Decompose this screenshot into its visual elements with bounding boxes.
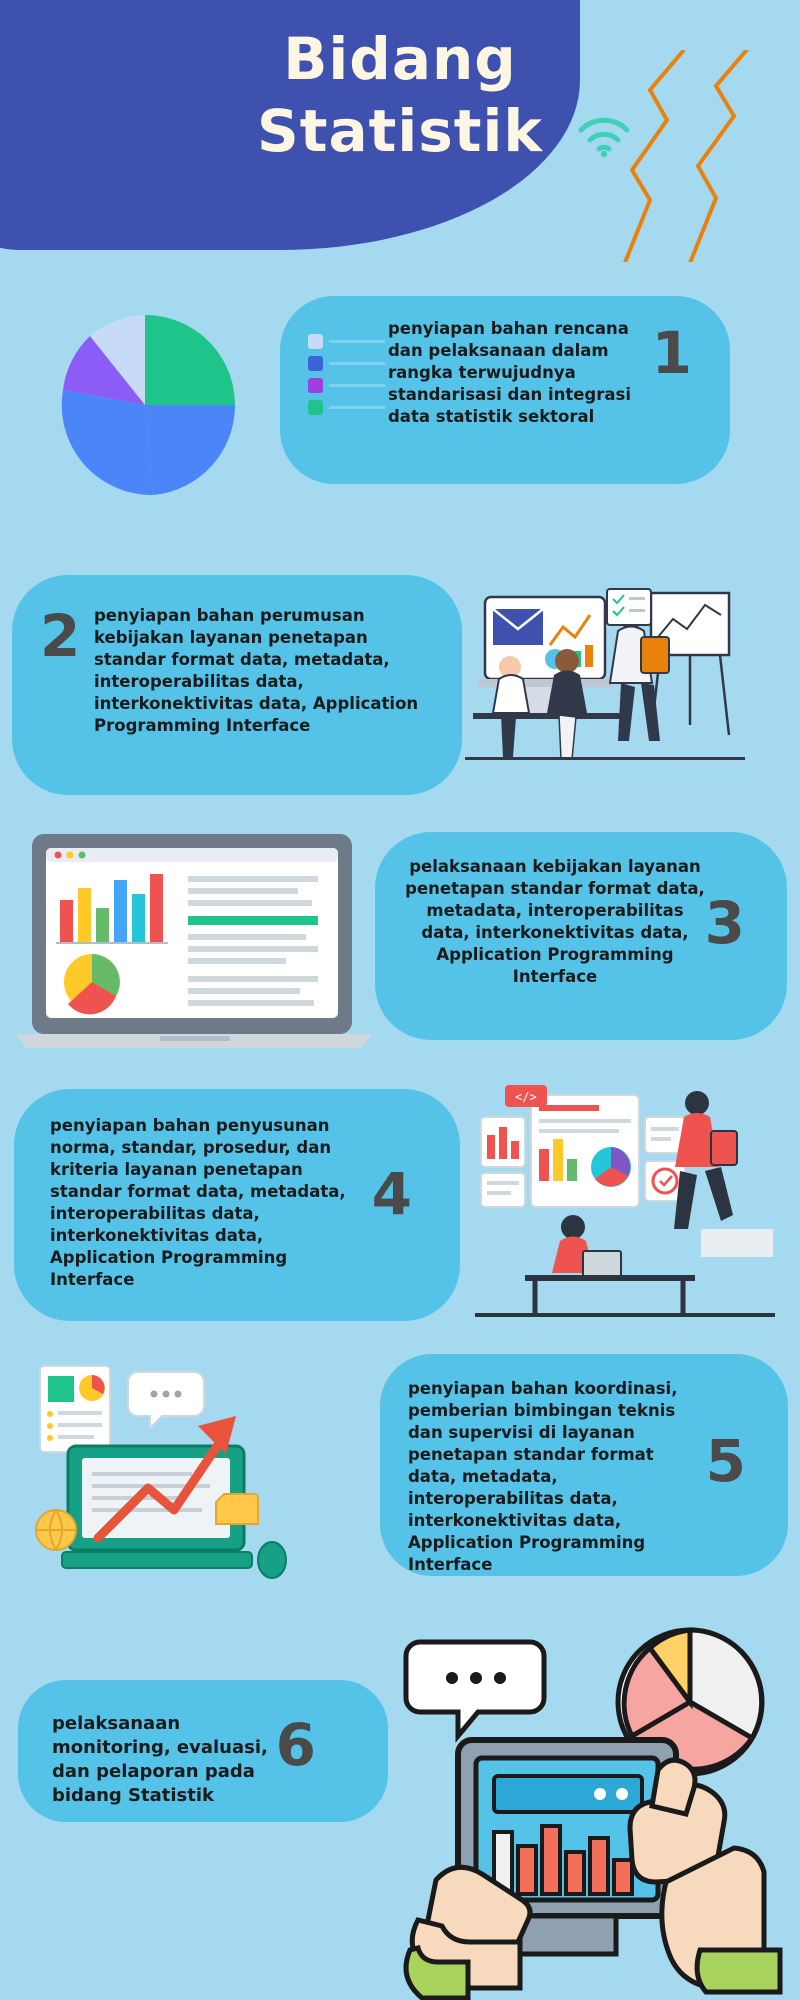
- svg-text:</>: </>: [515, 1090, 537, 1104]
- item-2: [0, 565, 800, 805]
- item-1: [0, 290, 800, 510]
- legend-row: [308, 356, 385, 371]
- legend-swatch: [308, 400, 323, 415]
- item-2-text: penyiapan bahan perumusan kebijakan layanan penetapan standar format data, metadata, interoperabilitas data, interkonektivitas data, Application Programming Interface: [94, 606, 419, 735]
- developers-dashboard-illustration: [465, 1075, 785, 1325]
- laptop-dashboard-illustration: [10, 830, 380, 1052]
- legend-swatch: [308, 334, 323, 349]
- item-1-bubble: [280, 296, 730, 484]
- item-3-bubble: [375, 832, 787, 1040]
- item-3-number: 3: [704, 889, 745, 957]
- growth-chart-computer-illustration: [28, 1354, 308, 1584]
- legend-row: [308, 378, 385, 393]
- item-5-text: penyiapan bahan koordinasi, pemberian bimbingan teknis dan supervisi di layanan penetapan standar format data, metadata, interoperabilitas data, interkonektivitas data, Application Programming Interface: [408, 1379, 678, 1574]
- item-3-text: pelaksanaan kebijakan layanan penetapan standar format data, metadata, interoperabilitas data, interkonektivitas data, Application Programming Interface: [405, 857, 705, 986]
- legend-line: [329, 340, 385, 343]
- legend-line: [329, 384, 385, 387]
- legend-row: [308, 334, 385, 349]
- legend-row: [308, 400, 385, 415]
- item-6-number: 6: [275, 1711, 316, 1779]
- title-line-1: Bidang: [283, 25, 517, 93]
- header: [0, 0, 800, 262]
- item-4-number: 4: [371, 1160, 412, 1228]
- item-6-bubble: [18, 1680, 388, 1822]
- item-2-number: 2: [40, 602, 81, 670]
- legend-line: [329, 406, 385, 409]
- legend-line: [329, 362, 385, 365]
- item-5: [0, 1340, 800, 1600]
- item-1-legend: [308, 334, 385, 422]
- title-line-2: Statistik: [257, 97, 543, 165]
- team-presentation-illustration: [455, 575, 755, 775]
- legend-swatch: [308, 356, 323, 371]
- pie-chart-illustration: [45, 310, 250, 500]
- item-5-number: 5: [705, 1427, 746, 1495]
- item-3: [0, 820, 800, 1060]
- item-4-bubble: [14, 1089, 460, 1321]
- item-5-bubble: [380, 1354, 788, 1576]
- page-title: [0, 25, 800, 165]
- legend-swatch: [308, 378, 323, 393]
- wifi-icon: [575, 110, 633, 158]
- item-1-text: penyiapan bahan rencana dan pelaksanaan dalam rangka terwujudnya standarisasi dan integrasi data statistik sektoral: [388, 319, 631, 426]
- item-4: [0, 1075, 800, 1335]
- hand-tablet-analytics-illustration: [400, 1620, 800, 2000]
- item-2-bubble: [12, 575, 462, 795]
- item-6-text: pelaksanaan monitoring, evaluasi, dan pelaporan pada bidang Statistik: [52, 1713, 268, 1806]
- item-6: [0, 1600, 800, 2000]
- item-1-number: 1: [651, 319, 692, 387]
- item-4-text: penyiapan bahan penyusunan norma, standar, prosedur, dan kriteria layanan penetapan standar format data, metadata, interoperabilitas data, interkonektivitas data, Application Programming Interface: [50, 1116, 346, 1289]
